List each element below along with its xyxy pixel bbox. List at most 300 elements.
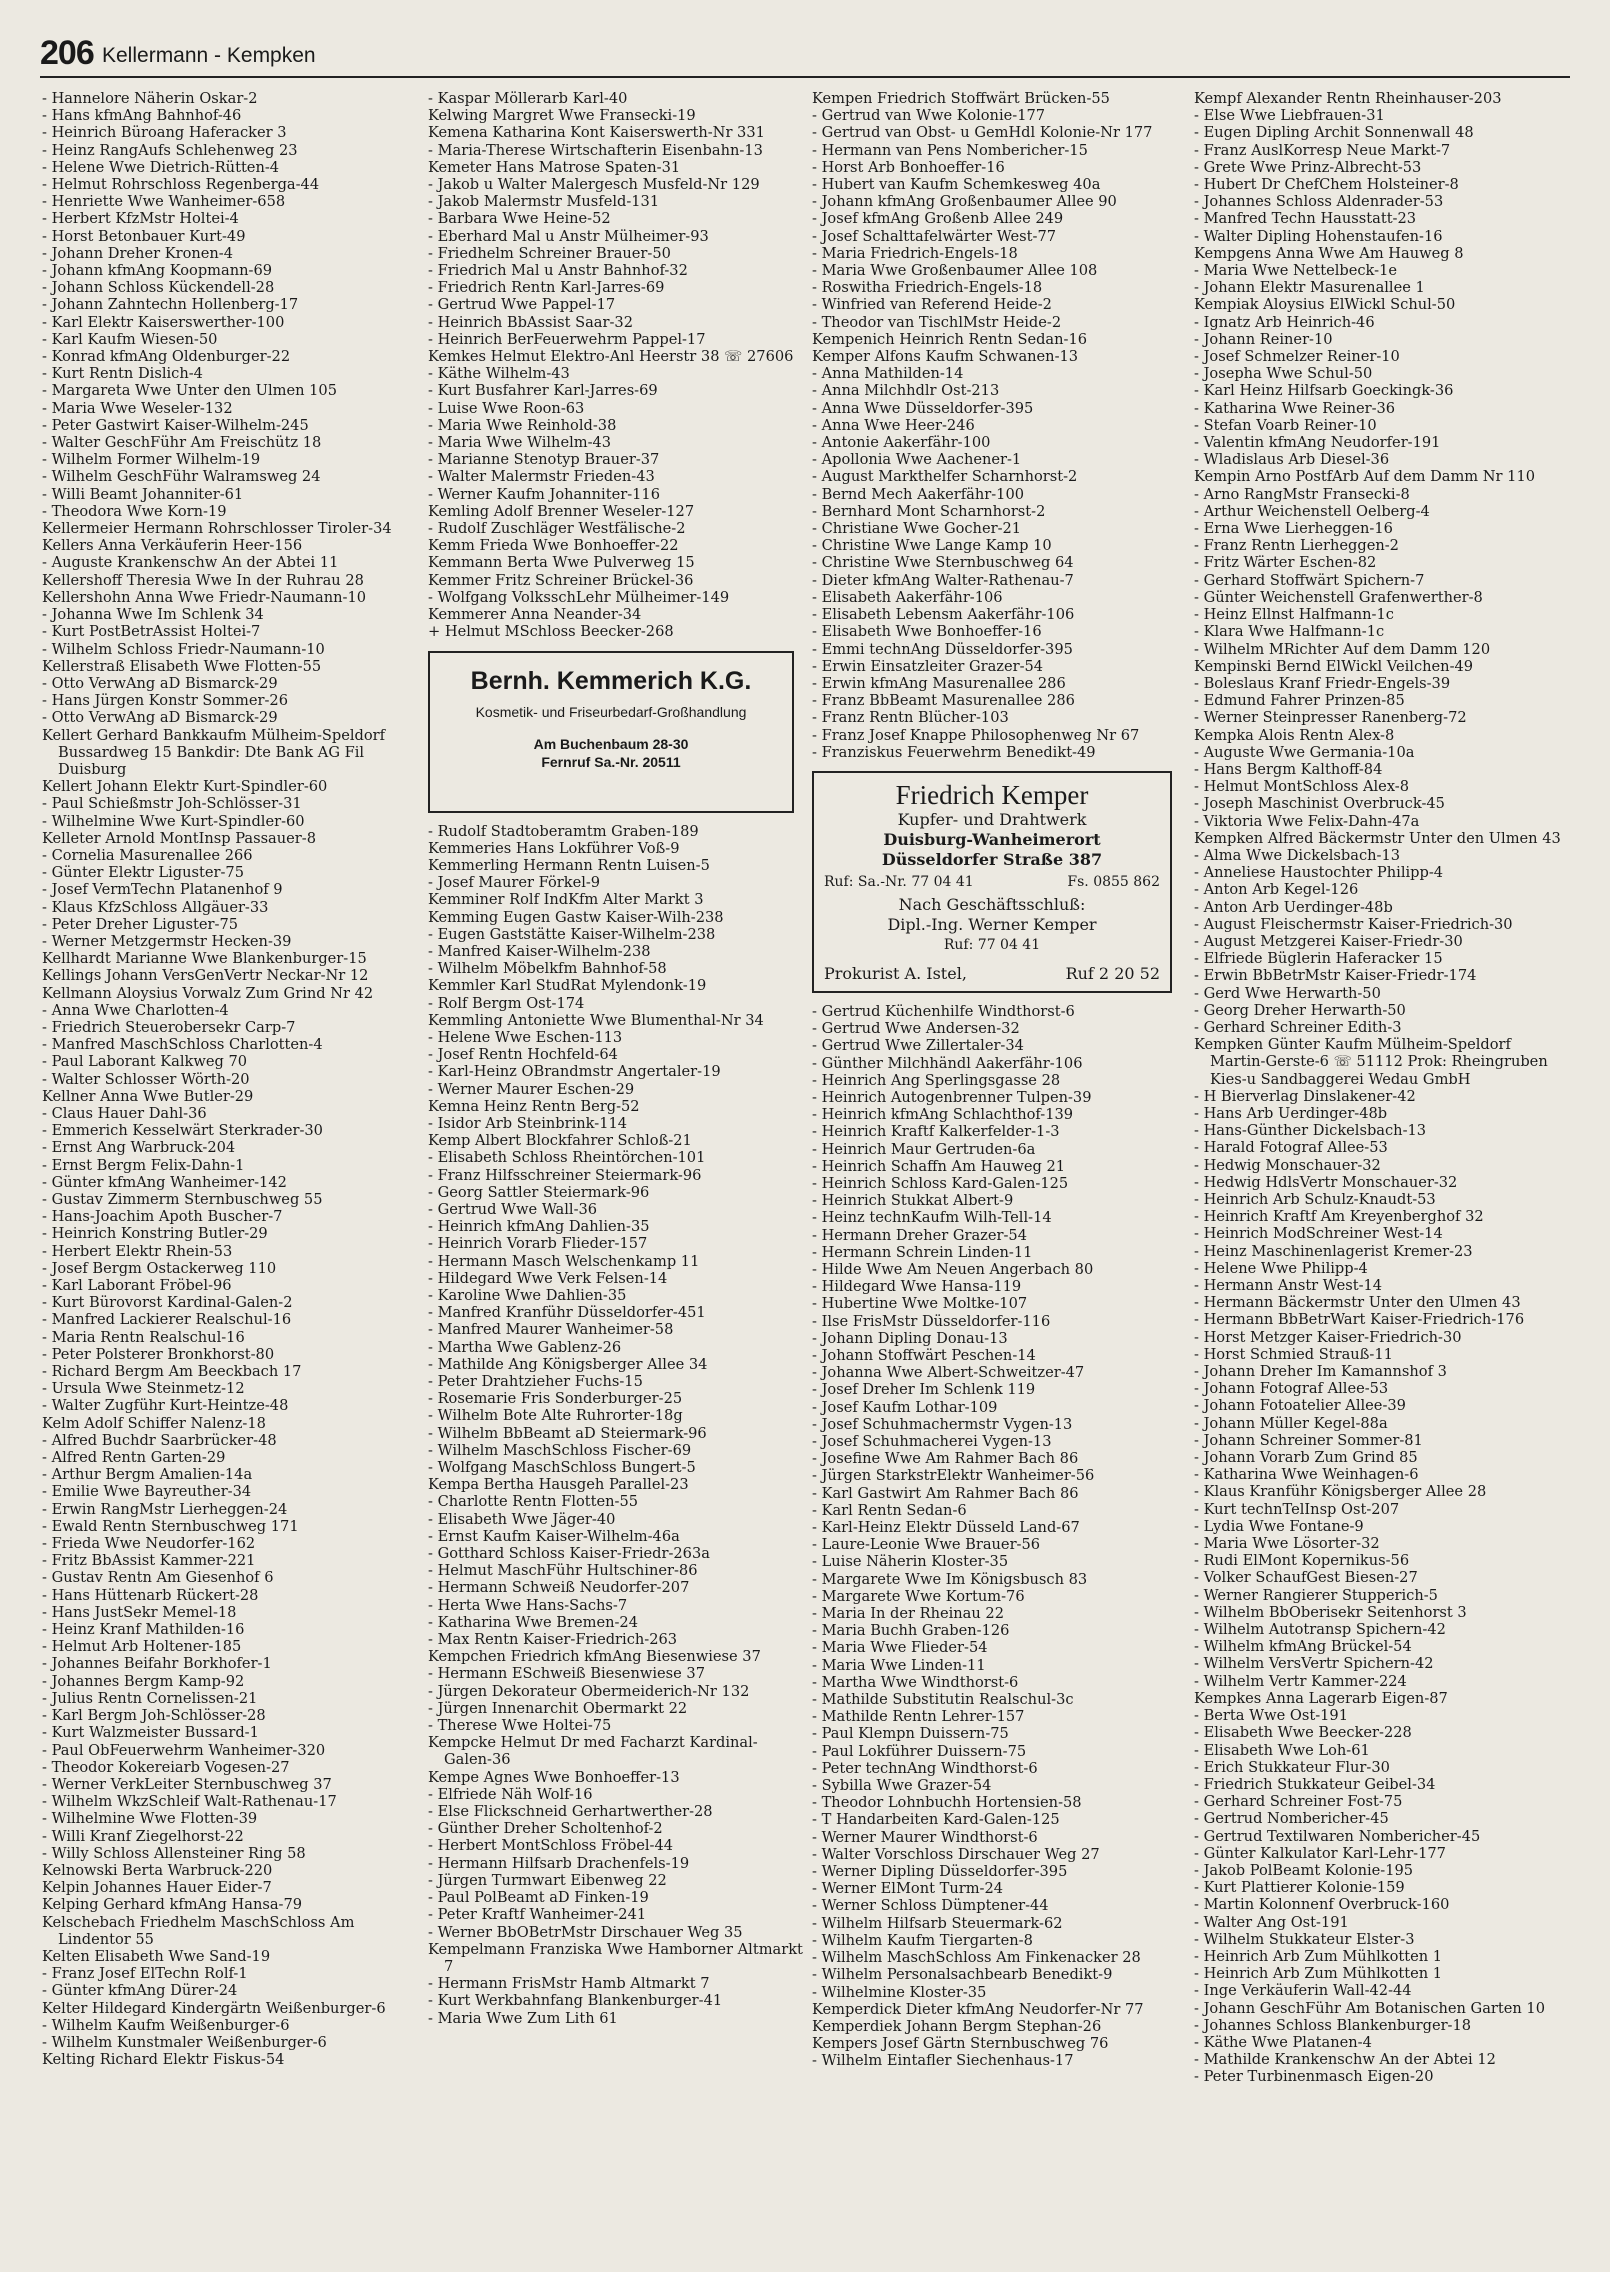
directory-entry: - Heinrich Konstring Butler-29 <box>42 1225 268 1243</box>
directory-entry: - Gertrud Wwe Pappel-17 <box>428 296 616 314</box>
directory-entry: - Gustav Rentn Am Giesenhof 6 <box>42 1569 274 1587</box>
directory-entry: - Walter Malermstr Frieden-43 <box>428 468 655 486</box>
column-3-entries-bottom <box>812 1003 1182 2070</box>
directory-entry: - Manfred MaschSchloss Charlotten-4 <box>42 1036 323 1054</box>
ad-kemper-fs: Fs. 0855 862 <box>1067 874 1160 891</box>
directory-entry: - Arthur Weichenstell Oelberg-4 <box>1194 502 1430 520</box>
directory-entry: Kemena Katharina Kont Kaiserswerth-Nr 331 <box>428 124 765 142</box>
directory-entry: - Werner Schloss Dümptener-44 <box>812 1897 1049 1915</box>
directory-entry: - Josef Rentn Hochfeld-64 <box>428 1046 618 1064</box>
directory-entry: - Friedrich Mal u Anstr Bahnhof-32 <box>428 262 688 280</box>
directory-entry: - August Metzgerei Kaiser-Friedr-30 <box>1194 932 1463 950</box>
directory-entry: - Kurt PostBetrAssist Holtei-7 <box>42 623 261 641</box>
directory-entry: - Maria Wwe Linden-11 <box>812 1656 986 1674</box>
directory-entry: - Herbert MontSchloss Fröbel-44 <box>428 1837 674 1855</box>
directory-entry: - Wilhelm Vertr Kammer-224 <box>1194 1672 1407 1690</box>
directory-entry: - Karl Gastwirt Am Rahmer Bach 86 <box>812 1484 1079 1502</box>
directory-entry: Kelnowski Berta Warbruck-220 <box>42 1861 273 1879</box>
directory-entry: - Werner BbOBetrMstr Dirschauer Weg 35 <box>428 1923 743 1941</box>
directory-entry: - Jakob PolBeamt Kolonie-195 <box>1194 1861 1414 1879</box>
directory-entry: - Josepha Wwe Schul-50 <box>1194 365 1373 383</box>
directory-entry: - Elisabeth Schloss Rheintörchen-101 <box>428 1149 706 1167</box>
directory-entry: - Heinrich Schaffn Am Hauweg 21 <box>812 1157 1066 1175</box>
directory-entry: - Karl Rentn Sedan-6 <box>812 1501 967 1519</box>
directory-entry: - Wilhelm BbOberisekr Seitenhorst 3 <box>1194 1603 1467 1621</box>
directory-entry: - Christine Wwe Lange Kamp 10 <box>812 537 1052 555</box>
directory-entry: - Wilhelm Stukkateur Elster-3 <box>1194 1930 1415 1948</box>
directory-entry: - Wilhelm Autotransp Spichern-42 <box>1194 1621 1446 1639</box>
directory-entry: - Wolfgang VolksschLehr Mülheimer-149 <box>428 588 730 606</box>
directory-entry: - Heinrich BbAssist Saar-32 <box>428 313 633 331</box>
directory-entry: Kemperdick Dieter kfmAng Neudorfer-Nr 77 <box>812 2000 1144 2018</box>
directory-entry: - Georg Sattler Steiermark-96 <box>428 1183 650 1201</box>
directory-entry: Kelpin Johannes Hauer Eider-7 <box>42 1879 272 1897</box>
directory-entry: - Josef Schuhmachermstr Vygen-13 <box>812 1415 1073 1433</box>
directory-entry: Kelm Adolf Schiffer Nalenz-18 <box>42 1414 266 1432</box>
directory-entry: - Otto VerwAng aD Bismarck-29 <box>42 674 278 692</box>
directory-entry: - Werner ElMont Turm-24 <box>812 1880 1004 1898</box>
advertisement-kemmerich <box>428 651 794 813</box>
directory-entry: - Johann Fotoatelier Allee-39 <box>1194 1397 1406 1415</box>
directory-entry: - Maria In der Rheinau 22 <box>812 1605 1004 1623</box>
directory-entry: - Christine Wwe Sternbuschweg 64 <box>812 554 1074 572</box>
ad-kemper-line3: Düsseldorfer Straße 387 <box>881 850 1103 870</box>
directory-entry: - Hubert van Kaufm Schemkesweg 40a <box>812 176 1101 194</box>
directory-entry: - Johann kfmAng Großenbaumer Allee 90 <box>812 193 1117 211</box>
directory-entry: - Bernd Mech Aakerfähr-100 <box>812 485 1025 503</box>
directory-entry: - Boleslaus Kranf Friedr-Engels-39 <box>1194 674 1451 692</box>
directory-entry: - Laure-Leonie Wwe Brauer-56 <box>812 1536 1041 1554</box>
directory-entry: - Maria Wwe Lösorter-32 <box>1194 1535 1380 1553</box>
directory-entry: - Hildegard Wwe Hansa-119 <box>812 1278 1022 1296</box>
directory-entry: - Klaus Kranführ Königsberger Allee 28 <box>1194 1483 1487 1501</box>
directory-entry: - Anna Mathilden-14 <box>812 365 964 383</box>
directory-entry: - Gertrud Textilwaren Nombericher-45 <box>1194 1827 1481 1845</box>
directory-entry: - Heinrich Büroang Haferacker 3 <box>42 124 287 142</box>
directory-entry: Kelting Richard Elektr Fiskus-54 <box>42 2051 285 2069</box>
directory-entry: - Mathilde Substitutin Realschul-3c <box>812 1691 1074 1709</box>
directory-entry: - Maria Wwe Zum Lith 61 <box>428 2009 618 2027</box>
directory-entry: - Heinrich Arb Schulz-Knaudt-53 <box>1194 1191 1436 1208</box>
directory-entry: - Günter Weichenstell Grafenwerther-8 <box>1194 588 1483 606</box>
directory-entry: - Hans Jürgen Konstr Sommer-26 <box>42 692 289 710</box>
directory-entry: - Wilhelm MaschSchloss Fischer-69 <box>428 1441 692 1459</box>
directory-entry: - Klaus KfzSchloss Allgäuer-33 <box>42 898 269 916</box>
directory-entry: - Paul Lokführer Duissern-75 <box>812 1742 1027 1760</box>
column-3-entries-top <box>812 90 1182 761</box>
directory-entry: - Christiane Wwe Gocher-21 <box>812 520 1022 538</box>
directory-entry: - Johann GeschFühr Am Botanischen Garten 10 <box>1194 1999 1545 2017</box>
directory-entry: - Wilhelm GeschFühr Walramsweg 24 <box>42 468 321 486</box>
directory-entry: - Heinrich kfmAng Dahlien-35 <box>428 1218 650 1236</box>
directory-entry: - Hans kfmAng Bahnhof-46 <box>42 107 242 125</box>
directory-entry: - Johanna Wwe Im Schlenk 34 <box>42 606 264 624</box>
directory-entry: - Inge Verkäuferin Wall-42-44 <box>1194 1982 1412 2000</box>
directory-entry: - Antonie Aakerfähr-100 <box>812 434 991 452</box>
directory-entry: - Hildegard Wwe Verk Felsen-14 <box>428 1269 668 1287</box>
ad-kemper-line5: Dipl.-Ing. Werner Kemper <box>887 915 1097 935</box>
directory-entry: - Walter Schlosser Wörth-20 <box>42 1070 250 1088</box>
directory-entry: Kellings Johann VersGenVertr Neckar-Nr 12 <box>42 967 369 985</box>
directory-entry: - Karl Kaufm Wiesen-50 <box>42 330 218 348</box>
directory-entry: - Jakob Malermstr Musfeld-131 <box>428 193 660 211</box>
directory-entry: - Manfred Kaiser-Wilhelm-238 <box>428 942 651 960</box>
directory-entry: - Katharina Wwe Reiner-36 <box>1194 399 1396 417</box>
directory-entry: + Helmut MSchloss Beecker-268 <box>428 623 674 641</box>
directory-entry: - Mathilde Rentn Lehrer-157 <box>812 1708 1025 1726</box>
directory-entry: - Josef Schuhmacherei Vygen-13 <box>812 1433 1052 1450</box>
directory-entry: - Maria Buchh Graben-126 <box>812 1622 1010 1640</box>
directory-entry: - Wilhelm Kaufm Tiergarten-8 <box>812 1931 1033 1949</box>
directory-entry: - Jürgen Dekorateur Obermeiderich-Nr 132 <box>428 1682 750 1700</box>
directory-entry: Kempin Arno PostfArb Auf dem Damm Nr 110 <box>1194 468 1536 486</box>
directory-entry: - Elisabeth Aakerfähr-106 <box>812 588 1003 606</box>
directory-entry: - Sybilla Wwe Grazer-54 <box>812 1777 992 1795</box>
directory-entry: - Wilhelm kfmAng Brückel-54 <box>1194 1638 1412 1656</box>
directory-entry: - Walter Dipling Hohenstaufen-16 <box>1194 227 1443 245</box>
directory-entry: - Ernst Bergm Felix-Dahn-1 <box>42 1156 245 1174</box>
directory-entry: - Hermann van Pens Nombericher-15 <box>812 141 1088 159</box>
advertisement-kemper <box>812 771 1172 993</box>
directory-entry: Kellmann Aloysius Vorwalz Zum Grind Nr 42 <box>42 984 374 1002</box>
directory-entry: - Anna Wwe Charlotten-4 <box>42 1001 229 1019</box>
directory-entry: - Wilhelm Former Wilhelm-19 <box>42 451 261 469</box>
column-4 <box>1194 90 1570 2265</box>
directory-entry: - Heinrich Kraftf Kalkerfelder-1-3 <box>812 1123 1060 1141</box>
directory-entry: - Kurt Bürovorst Kardinal-Galen-2 <box>42 1294 293 1312</box>
directory-entry: - Theodor Lohnbuchh Hortensien-58 <box>812 1794 1082 1812</box>
directory-entry: - Maria Wwe Wilhelm-43 <box>428 434 612 452</box>
directory-entry: Kelschebach Friedhelm MaschSchloss Am Lindentor 55 <box>42 1913 355 1948</box>
directory-entry: - Wilhelm Möbelkfm Bahnhof-58 <box>428 960 667 978</box>
directory-entry: - Johann Schloss Kückendell-28 <box>42 279 275 297</box>
directory-entry: - Katharina Wwe Weinhagen-6 <box>1194 1466 1419 1484</box>
directory-entry: - Charlotte Rentn Flotten-55 <box>428 1493 639 1511</box>
directory-entry: Kellerstraß Elisabeth Wwe Flotten-55 <box>42 657 322 675</box>
directory-entry: - Elfriede Büglerin Haferacker 15 <box>1194 950 1443 968</box>
directory-entry: - Paul PolBeamt aD Finken-19 <box>428 1889 649 1907</box>
directory-entry: - Edmund Fahrer Prinzen-85 <box>1194 692 1405 710</box>
directory-entry: - Kurt Rentn Dislich-4 <box>42 365 203 383</box>
directory-entry: - T Handarbeiten Kard-Galen-125 <box>812 1811 1060 1829</box>
directory-entry: - Kurt Werkbahnfang Blankenburger-41 <box>428 1992 723 2010</box>
directory-entry: - Kurt Walzmeister Bussard-1 <box>42 1724 259 1742</box>
directory-entry: - Auguste Wwe Germania-10a <box>1194 743 1415 761</box>
directory-entry: - Friedrich Stukkateur Geibel-34 <box>1194 1775 1436 1793</box>
directory-entry: - Josef Schalttafelwärter West-77 <box>812 227 1057 245</box>
directory-entry: - Wilhelm Kaufm Weißenburger-6 <box>42 2016 290 2034</box>
directory-entry: - Willi Beamt Johanniter-61 <box>42 485 244 503</box>
directory-entry: - Werner Rangierer Stupperich-5 <box>1194 1586 1438 1604</box>
directory-entry: - Heinz RangAufs Schlehenweg 23 <box>42 141 298 159</box>
directory-entry: - Emmi technAng Düsseldorfer-395 <box>812 640 1073 658</box>
directory-entry: - Manfred Lackierer Realschul-16 <box>42 1311 292 1329</box>
directory-entry: - Johanna Wwe Albert-Schweitzer-47 <box>812 1364 1085 1382</box>
directory-entry: - Hilde Wwe Am Neuen Angerbach 80 <box>812 1260 1094 1278</box>
directory-entry: - Karl Elektr Kaiserswerther-100 <box>42 313 285 331</box>
directory-entry: - Wilhelm MRichter Auf dem Damm 120 <box>1194 640 1491 658</box>
directory-entry: - Elisabeth Wwe Beecker-228 <box>1194 1724 1412 1742</box>
directory-entry: - Elisabeth Wwe Bonhoeffer-16 <box>812 623 1042 641</box>
directory-entry: - Johann kfmAng Koopmann-69 <box>42 262 273 280</box>
directory-entry: - Gertrud Wwe Wall-36 <box>428 1200 598 1218</box>
directory-entry: - Hans Hüttenarb Rückert-28 <box>42 1586 259 1604</box>
directory-entry: - Marianne Stenotyp Brauer-37 <box>428 451 660 469</box>
directory-entry: - Heinrich Schloss Kard-Galen-125 <box>812 1174 1069 1192</box>
directory-entry: - Heinrich ModSchreiner West-14 <box>1194 1225 1443 1243</box>
directory-entry: - Maria Wwe Flieder-54 <box>812 1639 988 1657</box>
ad-kemper-line6: Ruf: 77 04 41 <box>943 937 1041 954</box>
directory-entry: - Kurt technTelInsp Ost-207 <box>1194 1500 1400 1518</box>
directory-entry: - Gertrud Wwe Zillertaler-34 <box>812 1037 1024 1055</box>
directory-entry: Kemp Albert Blockfahrer Schloß-21 <box>428 1132 692 1150</box>
directory-entry: - Valentin kfmAng Neudorfer-191 <box>1194 434 1441 452</box>
directory-entry: - Rolf Bergm Ost-174 <box>428 994 585 1012</box>
directory-entry: - Ewald Rentn Sternbuschweg 171 <box>42 1517 299 1535</box>
ad-kemmerich-title: Bernh. Kemmerich K.G. <box>470 666 752 695</box>
directory-entry: - Eugen Dipling Archit Sonnenwall 48 <box>1194 124 1474 142</box>
directory-entry: - Helene Wwe Eschen-113 <box>428 1028 623 1046</box>
directory-entry: - Maria-Therese Wirtschafterin Eisenbahn-13 <box>428 141 763 159</box>
directory-entry: - Harald Fotograf Allee-53 <box>1194 1139 1388 1157</box>
directory-entry: - Karoline Wwe Dahlien-35 <box>428 1286 627 1304</box>
directory-entry: - Wilhelm Bote Alte Ruhrorter-18g <box>428 1407 683 1425</box>
directory-entry: - Anna Milchhdlr Ost-213 <box>812 382 1000 400</box>
directory-entry: - Paul Schießmstr Joh-Schlösser-31 <box>42 795 302 813</box>
directory-entry: - Eugen Gaststätte Kaiser-Wilhelm-238 <box>428 925 716 943</box>
ad-kemper-line4: Nach Geschäftsschluß: <box>898 895 1086 915</box>
directory-entry: - Wilhelmine Wwe Kurt-Spindler-60 <box>42 812 305 830</box>
directory-entry: - Alma Wwe Dickelsbach-13 <box>1194 846 1401 864</box>
directory-entry: - Heinz technKaufm Wilh-Tell-14 <box>812 1209 1052 1227</box>
directory-entry: - Hermann Bäckermstr Unter den Ulmen 43 <box>1194 1294 1521 1312</box>
directory-entry: Kempen Friedrich Stoffwärt Brücken-55 <box>812 90 1110 107</box>
directory-entry: - Karl Laborant Fröbel-96 <box>42 1277 232 1295</box>
directory-entry: - Maria Wwe Weseler-132 <box>42 399 233 417</box>
directory-entry: - Margarete Wwe Im Königsbusch 83 <box>812 1570 1088 1588</box>
directory-entry: - Gerhard Schreiner Fost-75 <box>1194 1793 1403 1811</box>
ad-kemper-ruf: Ruf: Sa.-Nr. 77 04 41 <box>824 874 974 891</box>
directory-entry: Kemmerling Hermann Rentn Luisen-5 <box>428 856 710 874</box>
directory-entry: - Franz BbBeamt Masurenallee 286 <box>812 692 1075 710</box>
directory-entry: - Hannelore Näherin Oskar-2 <box>42 90 258 107</box>
directory-entry: - Paul ObFeuerwehrm Wanheimer-320 <box>42 1741 326 1759</box>
directory-entry: - Heinrich kfmAng Schlachthof-139 <box>812 1106 1074 1124</box>
directory-entry: - Maria Wwe Nettelbeck-1e <box>1194 262 1397 280</box>
directory-entry: Kempka Alois Rentn Alex-8 <box>1194 726 1395 744</box>
directory-entry: - Elisabeth Lebensm Aakerfähr-106 <box>812 606 1075 624</box>
ad-kemper-prokurist-ruf: Ruf 2 20 52 <box>1065 964 1160 984</box>
directory-entry: - Kurt Plattierer Kolonie-159 <box>1194 1879 1405 1897</box>
directory-entry: - Hans-Joachim Apoth Buscher-7 <box>42 1208 283 1226</box>
directory-entry: Kellner Anna Wwe Butler-29 <box>42 1087 254 1105</box>
directory-entry: - Johann Stoffwärt Peschen-14 <box>812 1346 1036 1364</box>
directory-entry: Kempelmann Franziska Wwe Hamborner Altmarkt 7 <box>428 1940 803 1975</box>
directory-entry: Kempcke Helmut Dr med Facharzt Kardinal-Galen-36 <box>428 1734 758 1769</box>
directory-entry: - Hermann FrisMstr Hamb Altmarkt 7 <box>428 1975 710 1993</box>
directory-entry: - Günter Elektr Liguster-75 <box>42 864 244 882</box>
directory-entry: - Jakob u Walter Malergesch Musfeld-Nr 129 <box>428 176 760 194</box>
directory-entry: - Henriette Wwe Wanheimer-658 <box>42 193 286 211</box>
directory-entry: Kempf Alexander Rentn Rheinhauser-203 <box>1194 90 1502 107</box>
directory-entry: - Hermann Anstr West-14 <box>1194 1277 1383 1295</box>
directory-entry: - Erwin BbBetrMstr Kaiser-Friedr-174 <box>1194 967 1477 985</box>
column-1 <box>42 90 392 2265</box>
directory-entry: Kemkes Helmut Elektro-Anl Heerstr 38 ☏ 27606 <box>428 348 794 366</box>
directory-entry: - Auguste Krankenschw An der Abtei 11 <box>42 554 339 572</box>
directory-entry: - Franz Rentn Blücher-103 <box>812 709 1009 727</box>
directory-entry: - Peter technAng Windthorst-6 <box>812 1759 1038 1777</box>
directory-entry: - Cornelia Masurenallee 266 <box>42 846 253 864</box>
directory-entry: Kempe Agnes Wwe Bonhoeffer-13 <box>428 1768 680 1786</box>
directory-entry: Kemmling Antoniette Wwe Blumenthal-Nr 34 <box>428 1011 764 1029</box>
directory-entry: - Volker SchaufGest Biesen-27 <box>1194 1569 1418 1587</box>
directory-entry: Kempkes Anna Lagerarb Eigen-87 <box>1194 1689 1448 1707</box>
directory-entry: Kellert Johann Elektr Kurt-Spindler-60 <box>42 778 328 796</box>
directory-entry: - Margareta Wwe Unter den Ulmen 105 <box>42 382 337 400</box>
directory-entry: - Otto VerwAng aD Bismarck-29 <box>42 709 278 727</box>
directory-entry: - Walter Ang Ost-191 <box>1194 1913 1349 1931</box>
directory-entry: - Dieter kfmAng Walter-Rathenau-7 <box>812 571 1074 589</box>
directory-entry: - Hermann Schrein Linden-11 <box>812 1243 1033 1261</box>
directory-entry: - Franziskus Feuerwehrm Benedikt-49 <box>812 743 1096 761</box>
directory-entry: - Friedrich Steuerobersekr Carp-7 <box>42 1018 296 1036</box>
directory-entry: - Maria Friedrich-Engels-18 <box>812 244 1018 262</box>
directory-entry: - Berta Wwe Ost-191 <box>1194 1707 1348 1725</box>
directory-entry: - Heinrich Arb Zum Mühlkotten 1 <box>1194 1947 1443 1965</box>
directory-entry: - Günter kfmAng Wanheimer-142 <box>42 1173 287 1191</box>
directory-entry: - Walter Vorschloss Dirschauer Weg 27 <box>812 1845 1100 1863</box>
directory-entry: - Rosemarie Fris Sonderburger-25 <box>428 1390 683 1408</box>
directory-entry: - Helmut Rohrschloss Regenberga-44 <box>42 176 320 194</box>
directory-entry: - Fritz BbAssist Kammer-221 <box>42 1552 256 1570</box>
directory-entry: - Kaspar Möllerarb Karl-40 <box>428 90 628 107</box>
directory-entry: Kempiak Aloysius ElWickl Schul-50 <box>1194 296 1456 314</box>
directory-entry: Kempinski Bernd ElWickl Veilchen-49 <box>1194 657 1474 675</box>
directory-entry: - Stefan Voarb Reiner-10 <box>1194 416 1377 434</box>
directory-entry: - Alfred Rentn Garten-29 <box>42 1449 226 1467</box>
directory-entry: - Heinrich BerFeuerwehrm Pappel-17 <box>428 330 706 348</box>
directory-entry: - Wilhelm Hilfsarb Steuermark-62 <box>812 1914 1063 1932</box>
directory-entry: - Therese Wwe Holtei-75 <box>428 1717 612 1735</box>
directory-entry: - Helmut MaschFühr Hultschiner-86 <box>428 1562 698 1580</box>
directory-entry: - Gerhard Schreiner Edith-3 <box>1194 1018 1402 1036</box>
directory-entry: - Elfriede Näh Wolf-16 <box>428 1785 593 1803</box>
directory-entry: Kempgens Anna Wwe Am Hauweg 8 <box>1194 244 1464 262</box>
directory-entry: - Gertrud Wwe Andersen-32 <box>812 1020 1020 1038</box>
directory-entry: - Peter Polsterer Bronkhorst-80 <box>42 1345 275 1363</box>
directory-entry: - Theodor van TischlMstr Heide-2 <box>812 313 1062 331</box>
directory-entry: - Paul Laborant Kalkweg 70 <box>42 1053 248 1071</box>
directory-entry: - Max Rentn Kaiser-Friedrich-263 <box>428 1631 678 1649</box>
directory-entry: Kemna Heinz Rentn Berg-52 <box>428 1097 640 1115</box>
directory-entry: - Mathilde Krankenschw An der Abtei 12 <box>1194 2051 1496 2069</box>
directory-entry: - Ernst Kaufm Kaiser-Wilhelm-46a <box>428 1527 680 1545</box>
directory-entry: - Karl Heinz Hilfsarb Goeckingk-36 <box>1194 382 1454 400</box>
directory-entry: - Helmut MontSchloss Alex-8 <box>1194 778 1410 796</box>
column-2-entries-top <box>428 90 804 641</box>
directory-entry: - Heinrich Kraftf Am Kreyenberghof 32 <box>1194 1208 1484 1226</box>
ad-kemper-prokurist: Prokurist A. Istel, <box>824 964 967 984</box>
directory-entry: - Werner Dipling Düsseldorfer-395 <box>812 1863 1068 1881</box>
column-3 <box>812 90 1182 2265</box>
directory-entry: - Klara Wwe Halfmann-1c <box>1194 623 1385 641</box>
directory-entry: Kelten Elisabeth Wwe Sand-19 <box>42 1947 271 1965</box>
directory-entry: Kelleter Arnold MontInsp Passauer-8 <box>42 829 316 847</box>
directory-entry: Kemmeries Hans Lokführer Voß-9 <box>428 839 680 857</box>
directory-entry: - Jürgen Innenarchit Obermarkt 22 <box>428 1699 688 1717</box>
directory-entry: - Gustav Zimmerm Sternbuschweg 55 <box>42 1191 323 1208</box>
directory-entry: - Heinz Ellnst Halfmann-1c <box>1194 606 1394 624</box>
directory-entry: Kemmer Fritz Schreiner Brückel-36 <box>428 571 694 589</box>
directory-entry: - Arno RangMstr Fransecki-8 <box>1194 485 1410 503</box>
directory-entry: - Hermann BbBetrWart Kaiser-Friedrich-176 <box>1194 1311 1525 1329</box>
directory-entry: - Bernhard Mont Scharnhorst-2 <box>812 502 1046 520</box>
directory-entry: - Josef VermTechn Platanenhof 9 <box>42 881 283 899</box>
directory-entry: - Johann Vorarb Zum Grind 85 <box>1194 1449 1418 1467</box>
directory-entry: - Franz Josef Knappe Philosophenweg Nr 67 <box>812 726 1140 744</box>
directory-entry: - Günther Milchhändl Aakerfähr-106 <box>812 1054 1083 1072</box>
directory-entry: - Martin Kolonnenf Overbruck-160 <box>1194 1896 1450 1914</box>
directory-entry: - Hubertine Wwe Moltke-107 <box>812 1295 1028 1313</box>
directory-entry: - Julius Rentn Cornelissen-21 <box>42 1689 258 1707</box>
directory-entry: - Werner Metzgermstr Hecken-39 <box>42 932 292 950</box>
directory-entry: - Gertrud Nombericher-45 <box>1194 1810 1389 1828</box>
directory-entry: - Heinz Maschinenlagerist Kremer-23 <box>1194 1242 1473 1260</box>
directory-entry: - Josefine Wwe Am Rahmer Bach 86 <box>812 1450 1079 1468</box>
directory-entry: - Georg Dreher Herwarth-50 <box>1194 1001 1406 1019</box>
directory-entry: - Erna Wwe Lierheggen-16 <box>1194 520 1393 538</box>
directory-entry: - Peter Gastwirt Kaiser-Wilhelm-245 <box>42 416 309 434</box>
directory-entry: - Günther Dreher Scholtenhof-2 <box>428 1820 663 1838</box>
directory-entry: Kemming Eugen Gastw Kaiser-Wilh-238 <box>428 908 724 926</box>
directory-entry: - Maria Rentn Realschul-16 <box>42 1328 245 1346</box>
directory-entry: - Anna Wwe Düsseldorfer-395 <box>812 399 1034 417</box>
directory-entry: - Franz AuslKorresp Neue Markt-7 <box>1194 141 1451 159</box>
directory-entry: - Käthe Wilhelm-43 <box>428 365 570 383</box>
directory-entry: - Wilhelm Eintafler Siechenhaus-17 <box>812 2052 1074 2070</box>
directory-entry: - Lydia Wwe Fontane-9 <box>1194 1517 1364 1535</box>
ad-kemmerich-address: Am Buchenbaum 28-30 <box>533 735 689 752</box>
directory-entry: - Katharina Wwe Bremen-24 <box>428 1613 638 1631</box>
directory-entry: - Willi Kranf Ziegelhorst-22 <box>42 1827 244 1845</box>
directory-entry: - Walter GeschFühr Am Freischütz 18 <box>42 434 322 452</box>
directory-entry: - Konrad kfmAng Oldenburger-22 <box>42 348 291 366</box>
directory-entry: - Johann Elektr Masurenallee 1 <box>1194 279 1425 297</box>
directory-entry: - Heinrich Maur Gertruden-6a <box>812 1140 1036 1158</box>
directory-entry: - Manfred Maurer Wanheimer-58 <box>428 1321 674 1339</box>
directory-entry: - Martha Wwe Gablenz-26 <box>428 1338 622 1356</box>
directory-entry: - Frieda Wwe Neudorfer-162 <box>42 1535 256 1553</box>
directory-entry: - Gertrud Küchenhilfe Windthorst-6 <box>812 1002 1075 1020</box>
directory-entry: - Emmerich Kesselwärt Sterkrader-30 <box>42 1122 323 1140</box>
directory-entry: - Friedrich Rentn Karl-Jarres-69 <box>428 279 665 297</box>
directory-entry: - Hans Bergm Kalthoff-84 <box>1194 760 1383 778</box>
directory-entry: - Anneliese Haustochter Philipp-4 <box>1194 864 1444 882</box>
directory-entry: Kemperdiek Johann Bergm Stephan-26 <box>812 2017 1102 2035</box>
directory-entry: - Wilhelmine Kloster-35 <box>812 1983 987 2001</box>
ad-kemper-line1: Kupfer- und Drahtwerk <box>897 810 1087 830</box>
directory-entry: - Wilhelm VersVertr Spichern-42 <box>1194 1655 1434 1673</box>
directory-entry: - Werner Kaufm Johanniter-116 <box>428 485 660 503</box>
directory-entry: - Erwin Einsatzleiter Grazer-54 <box>812 657 1044 675</box>
directory-entry: - Johann Dreher Im Kamannshof 3 <box>1194 1363 1447 1381</box>
directory-entry: - Hermann Dreher Grazer-54 <box>812 1226 1027 1244</box>
page-number: 206 <box>40 34 94 72</box>
directory-entry: Kemminer Rolf IndKfm Alter Markt 3 <box>428 891 704 909</box>
directory-entry: - Horst Schmied Strauß-11 <box>1194 1345 1393 1363</box>
directory-entry: - Hermann Hilfsarb Drachenfels-19 <box>428 1854 690 1872</box>
